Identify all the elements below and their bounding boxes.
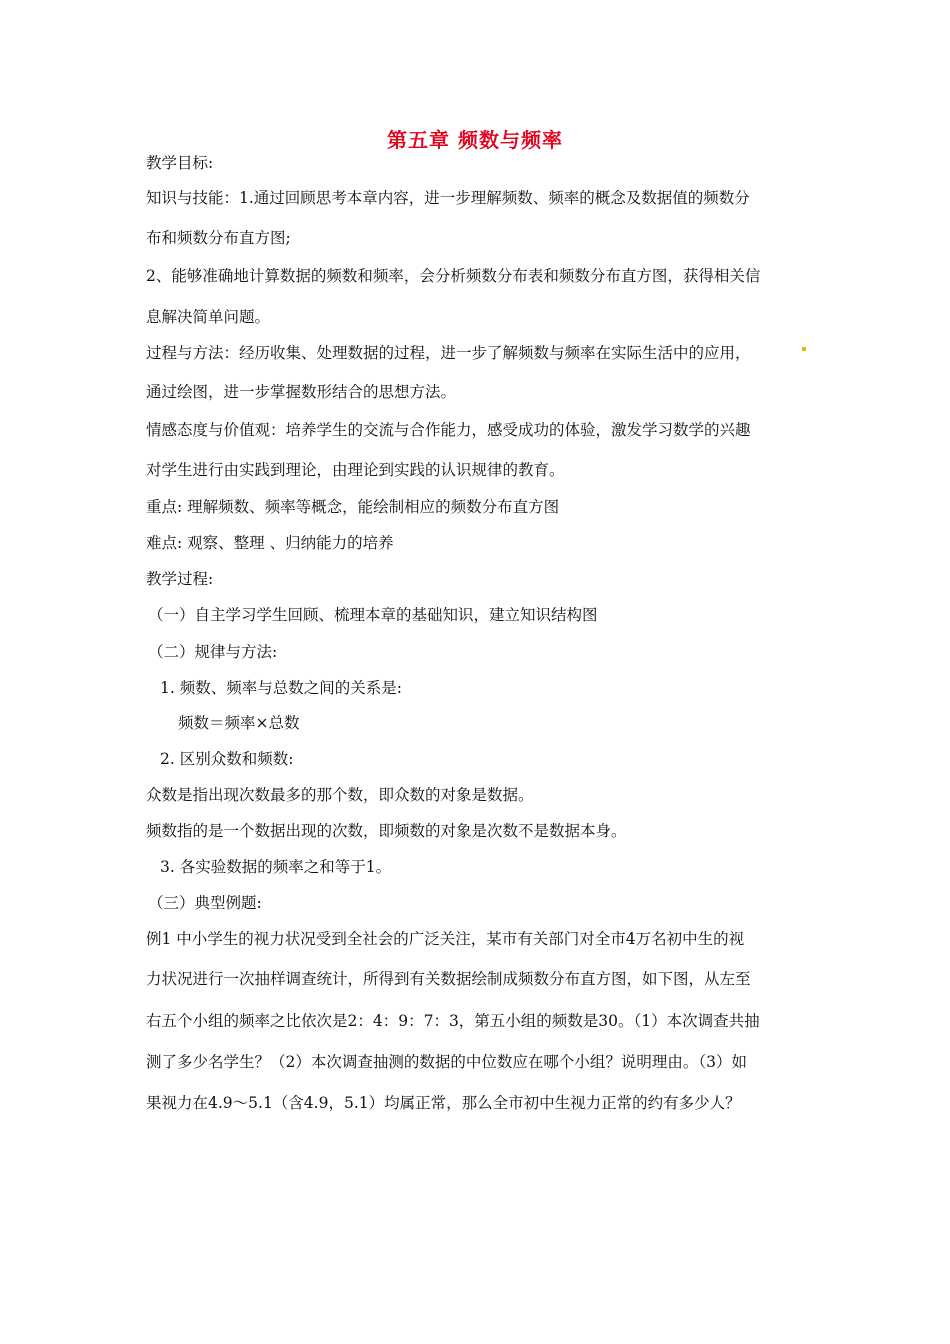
example-text-line: 力状况进行一次抽样调查统计，所得到有关数据绘制成频数分布直方图，如下图，从左至	[146, 970, 751, 988]
text-line: 布和频数分布直方图;	[146, 229, 291, 247]
example-text-line: 果视力在4.9～5.1（含4.9，5.1）均属正常，那么全市初中生视力正常的约有多少人？	[146, 1094, 741, 1112]
text-line: 众数是指出现次数最多的那个数，即众数的对象是数据。	[146, 786, 534, 804]
formula-line: 频数＝频率×总数	[178, 714, 300, 732]
marker-dot	[802, 347, 806, 351]
text-line: （二）规律与方法:	[148, 643, 278, 661]
example-text-line: 右五个小组的频率之比依次是2：4：9：7：3，第五小组的频数是30。（1）本次调查共抽	[146, 1012, 760, 1030]
list-item: 1. 频数、频率与总数之间的关系是:	[160, 679, 402, 697]
text-line: 频数指的是一个数据出现的次数，即频数的对象是次数不是数据本身。	[146, 822, 627, 840]
section-heading-objectives: 教学目标:	[146, 154, 214, 172]
section-heading-process: 教学过程:	[146, 570, 214, 588]
text-line: 对学生进行由实践到理论，由理论到实践的认识规律的教育。	[146, 461, 565, 479]
example-text-line: 测了多少名学生？（2）本次调查抽测的数据的中位数应在哪个小组？说明理由。（3）如	[146, 1053, 747, 1071]
example-text-line: 例1 中小学生的视力状况受到全社会的广泛关注，某市有关部门对全市4万名初中生的视	[146, 930, 745, 948]
text-line: （一）自主学习学生回顾、梳理本章的基础知识，建立知识结构图	[148, 606, 598, 624]
text-line: 2、能够准确地计算数据的频数和频率，会分析频数分布表和频数分布直方图，获得相关信	[146, 267, 761, 285]
text-line: 过程与方法：经历收集、处理数据的过程，进一步了解频数与频率在实际生活中的应用，	[146, 344, 751, 362]
text-line: （三）典型例题:	[148, 894, 262, 912]
text-line: 知识与技能：1.通过回顾思考本章内容，进一步理解频数、频率的概念及数据值的频数分	[146, 189, 750, 207]
difficulty-line: 难点: 观察、整理 、归纳能力的培养	[146, 534, 394, 552]
list-item: 3. 各实验数据的频率之和等于1。	[160, 858, 392, 876]
text-line: 息解决简单问题。	[146, 308, 271, 326]
text-line: 情感态度与价值观：培养学生的交流与合作能力，感受成功的体验，激发学习数学的兴趣	[146, 421, 751, 439]
key-point-line: 重点: 理解频数、频率等概念，能绘制相应的频数分布直方图	[146, 498, 560, 516]
chapter-title: 第五章 频数与频率	[387, 128, 563, 152]
text-line: 通过绘图，进一步掌握数形结合的思想方法。	[146, 383, 457, 401]
list-item: 2. 区别众数和频数:	[160, 750, 294, 768]
